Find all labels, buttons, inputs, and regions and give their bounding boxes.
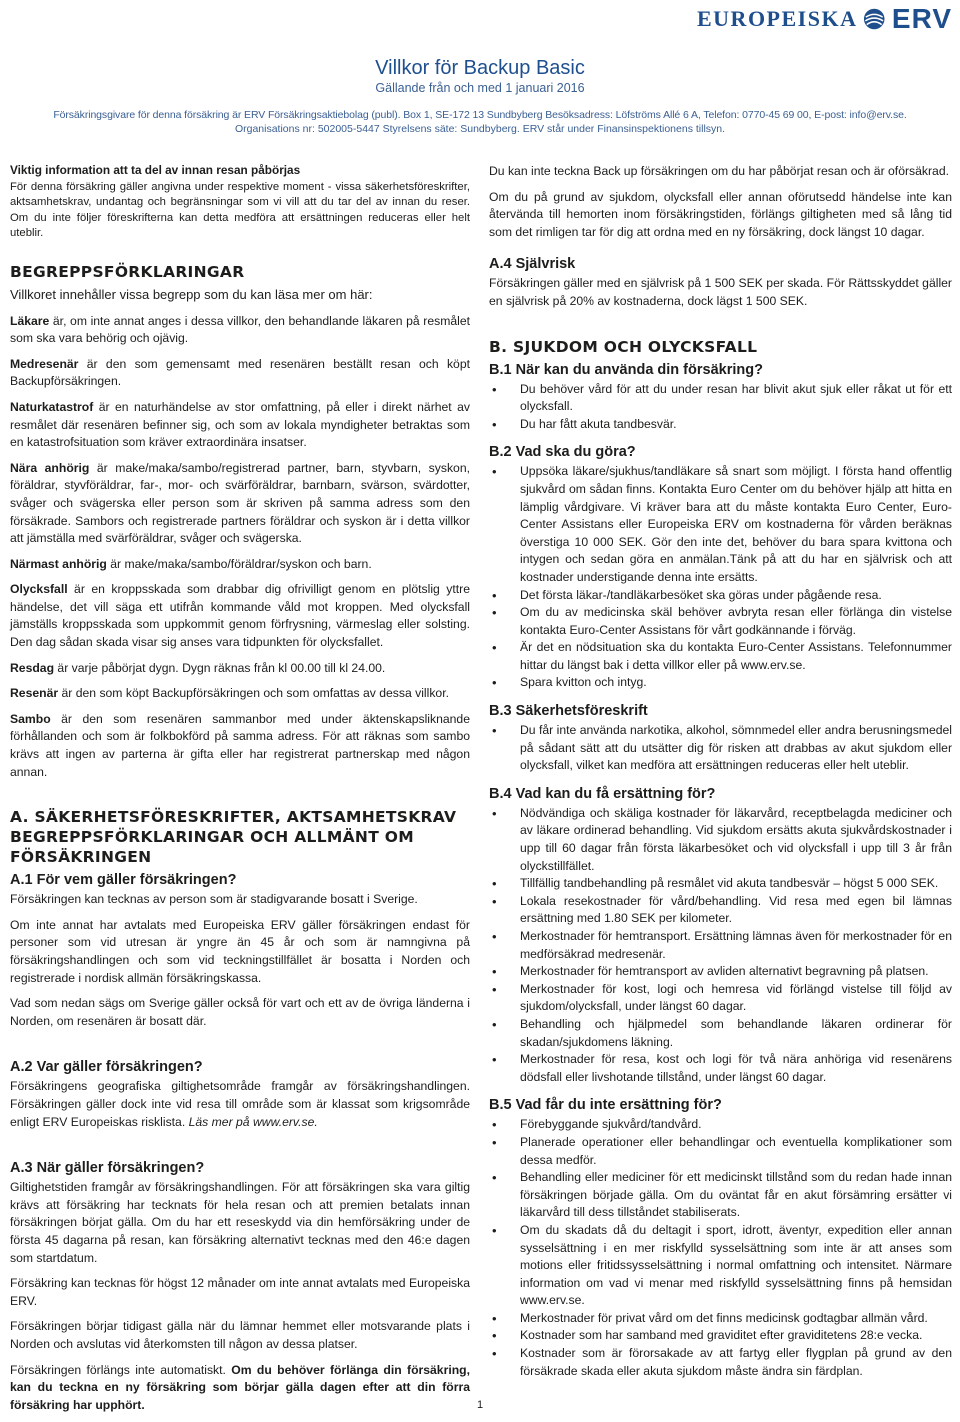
list-item: • Kostnader som har samband med graviditet efter graviditetens 28:e vecka. <box>489 1327 952 1345</box>
b2-title: B.2 Vad ska du göra? <box>489 444 636 461</box>
b3-title: B.3 Säkerhetsföreskrift <box>489 703 648 720</box>
b5-list <box>489 1116 952 1380</box>
logo-wordmark-europeiska: EUROPEISKA <box>697 6 858 31</box>
a3-paragraph: Försäkringen börjar tidigast gälla när du lämnar hemmet eller motsvarande plats i Norden och avslutas vid återkomsten till någon av dessa platser. <box>10 1319 470 1351</box>
list-item: • Merkostnader för kost, logi och hemresa vid förlängd vistelse till följd av sjukdom/olycksfall, under längst 60 dagar. <box>489 981 952 1016</box>
globe-icon <box>863 7 885 31</box>
b1-title: B.1 När kan du använda din försäkring? <box>489 361 763 378</box>
a3-paragraph: Giltighetstiden framgår av försäkringshandlingen. För att försäkringen ska vara giltig krävs att försäkring har tecknats för hela resan och att premien betalats innan försäkringen börjat gälla. Om du har ett reseskydd via din hemförsäkring under de första 45 dagarna på resan, kan försäkring alternativt tecknas med den 46:e dagen som startdatum. <box>10 1180 470 1265</box>
list-item: • Uppsöka läkare/sjukhus/tandläkare så snart som möjligt. I första hand offentlig sjukvård om sådan finns. Kontakta Euro Center om du behöver hjälp att hitta en lämplig vårdgivare. Vi kräver bara att du måste kontakta Euro Center, Euro-Center Assistans eller Europeiska ERV om kostnaderna för vården beräknas överstiga 10 000 SEK. Gör den inte det, behöver du bara spara kvittona och intygen och sedan göra en anmälan.Tänk på att du har en självrisk och att kostnader understigande denna inte ersätts. <box>489 463 952 586</box>
a1-paragraph: Om inte annat har avtalats med Europeiska ERV gäller försäkringen endast för personer som vid utresan är yngre än 45 år och som är namngivna på försäkringshandlingen och som vid teckningstillfället är bosatta i Norden och registrerade i nordisk allmän försäkringskassa. <box>10 917 470 985</box>
list-item: • Spara kvitton och intyg. <box>489 674 952 692</box>
important-info-body: För denna försäkring gäller angivna under respektive moment - vissa säkerhetsföreskrifter, aktsamhetskrav, undantag och begränsningar som vi vill att du tar del av innan du reser. Om du inte följer föreskrifterna kan detta medföra att ersättningen reduceras eller helt uteblir. <box>10 180 470 240</box>
definitions-intro: Villkoret innehåller vissa begrepp som du kan läsa mer om här: <box>10 286 373 302</box>
section-b-heading: B. SJUKDOM OCH OLYCKSFALL <box>489 337 758 356</box>
definition-item: Resenär är den som köpt Backupförsäkringen och som omfattas av dessa villkor. <box>10 686 449 701</box>
list-item: • Merkostnader för hemtransport. Ersättning lämnas även för merkostnader för en medförsäkrad medresenär. <box>489 928 952 963</box>
a3-title: A.3 När gäller försäkringen? <box>10 1160 205 1177</box>
definition-item: Nära anhörig är make/maka/sambo/registrerad partner, barn, styvbarn, syskon, föräldrar, styvföräldrar, far-, mor- och svärföräldrar, barnbarn, svärson, svärdotter, svåger och svägerska eller person som är skriven på samma adress som den försäkrade. Sambors och registrerade partners föräldrar och syskon är i detta villkor att jämställa med svärföräldrar, svåger och svägerska. <box>10 460 470 546</box>
list-item: • Om du av medicinska skäl behöver avbryta resan eller förlänga din vistelse kontakta Euro-Center Assistans för vårt godkännande i förväg. <box>489 604 952 639</box>
list-item: • Merkostnader för resa, kost och logi för två nära anhöriga vid resenärens dödsfall eller livshotande tillstånd, under längst 60 dagar. <box>489 1051 952 1086</box>
a1-paragraph: Vad som nedan sägs om Sverige gäller också för vart och ett av de övriga länderna i Norden, om resenären är bosatt där. <box>10 996 470 1028</box>
insurer-info-line1: Försäkringsgivare för denna försäkring är ERV Försäkringsaktiebolag (publ). Box 1, SE-172 13 Sundbyberg Besöksadress: Löfströms Allé 6 A, Telefon: 0770-45 69 00, E-post: info@erv.se. <box>53 109 907 121</box>
a3-continuation-paragraph: Om du på grund av sjukdom, olycksfall eller annan oförutsedd händelse inte kan återvända till hemorten inom försäkringstiden, förlängs giltigheten med så lång tid som det rimligen tar för dig att ordna med en ny försäkring, dock längst 10 dagar. <box>489 189 952 239</box>
a4-paragraph: Försäkringen gäller med en självrisk på 1 500 SEK per skada. För Rättsskyddet gäller en självrisk på 20% av kostnaderna, dock lägst 1 500 SEK. <box>489 276 952 308</box>
list-item: • Behandling eller mediciner för ett medicinskt tillstånd som du redan hade innan försäkringen började gälla. Om du oväntat får en akut försämring ersätter vi läkarvård till dess tillståndet stabiliserats. <box>489 1169 952 1222</box>
a1-paragraph: Försäkringen kan tecknas av person som är stadigvarande bosatt i Sverige. <box>10 892 418 907</box>
document-title: Villkor för Backup Basic <box>375 57 585 79</box>
b2-list <box>489 463 952 692</box>
list-item: • Tillfällig tandbehandling på resmålet vid akuta tandbesvär – högst 5 000 SEK. <box>489 875 952 893</box>
list-item: • Planerade operationer eller behandlingar och eventuella komplikationer som dessa medför. <box>489 1134 952 1169</box>
page-number: 1 <box>476 1399 484 1411</box>
section-a-heading: A. SÄKERHETSFÖRESKRIFTER, AKTSAMHETSKRAV BEGREPPSFÖRKLARINGAR OCH ALLMÄNT OM FÖRSÄKRINGEN <box>10 808 457 867</box>
important-info-title: Viktig information att ta del av innan resan påbörjas <box>10 163 301 177</box>
definition-item: Naturkatastrof är en naturhändelse av stor omfattning, på eller i direkt närhet av resmålet där resenären befinner sig, och som av lokala myndigheter betraktas som en katastrofsituation som kräver extraordinära insatser. <box>10 399 470 450</box>
definition-item: Närmast anhörig är make/maka/sambo/föräldrar/syskon och barn. <box>10 556 372 571</box>
logo-wordmark-erv: ERV <box>891 3 952 34</box>
erv-website-link[interactable]: Läs mer på www.erv.se. <box>188 1114 318 1129</box>
left-column <box>10 163 470 1422</box>
insurer-info-line2: Organisations nr: 502005-5447 Styrelsens säte: Sundbyberg. ERV står under Finansinspektionens tillsyn. <box>234 123 726 135</box>
list-item: • Du behöver vård för att du under resan har blivit akut sjuk eller råkat ut för ett olycksfall. <box>489 381 952 416</box>
a3-paragraph: Försäkringen förlängs inte automatiskt. Om du behöver förlänga din försäkring, kan du teckna en ny försäkring som börjar gälla dagen efter att din förra försäkring har upphört. <box>10 1362 470 1412</box>
a3-continuation-paragraph: Du kan inte teckna Back up försäkringen om du har påbörjat resan och är oförsäkrad. <box>489 164 949 178</box>
list-item: • Lokala resekostnader för vård/behandling. Vid resa med egen bil lämnas ersättning med 1.80 SEK per kilometer. <box>489 893 952 928</box>
list-item: • Merkostnader för hemtransport av avliden alternativt begravning på platsen. <box>489 963 952 981</box>
b1-list <box>489 381 952 434</box>
b3-list <box>489 722 952 775</box>
list-item: • Förebyggande sjukvård/tandvård. <box>489 1116 952 1134</box>
list-item: • Du får inte använda narkotika, alkohol, sömnmedel eller andra berusningsmedel på sådant sätt att du utsätter dig för risken att drabbas av akut sjukdom eller olycksfall, vilket kan medföra att ersättningen reduceras eller helt uteblir. <box>489 722 952 775</box>
b4-title: B.4 Vad kan du få ersättning för? <box>489 785 716 802</box>
list-item: • Du har fått akuta tandbesvär. <box>489 416 952 434</box>
a4-title: A.4 Självrisk <box>489 256 576 273</box>
a2-paragraph: Försäkringens geografiska giltighetsområde framgår av försäkringshandlingen. Försäkringen gäller dock inte vid resa till område som är klassat som krigsområde enligt ERV Europeiskas risklista. Läs mer på www.erv.se. <box>10 1079 470 1129</box>
a2-title: A.2 Var gäller försäkringen? <box>10 1059 203 1076</box>
document-subtitle: Gällande från och med 1 januari 2016 <box>375 81 585 95</box>
definition-item: Läkare är, om inte annat anges i dessa villkor, den behandlande läkaren på resmålet som ska vara behörig och ojävig. <box>10 313 470 346</box>
list-item: • Kostnader som är förorsakade av att fartyg eller flygplan på grund av den försäkrade skada eller akuta sjukdom måste ändra sin färdplan. <box>489 1345 952 1380</box>
definition-item: Resdag är varje påbörjat dygn. Dygn räknas från kl 00.00 till kl 24.00. <box>10 660 386 675</box>
list-item: • Det första läkar-/tandläkarbesöket ska göras under pågående resa. <box>489 587 952 605</box>
a3-paragraph: Försäkring kan tecknas för högst 12 månader om inte annat avtalats med Europeiska ERV. <box>10 1276 470 1308</box>
definition-item: Olycksfall är en kroppsskada som drabbar dig ofrivilligt genom en plötslig yttre händelse, det vill säga ett utifrån kommande våld mot kroppen. Med olycksfall jämställs kroppsskada som uppkommit genom förfrysning, värmeslag eller solsting. Den dag sådan skada visar sig anses vara tidpunkten för olycksfallet. <box>10 582 470 650</box>
definitions-heading: BEGREPPSFÖRKLARINGAR <box>10 262 245 281</box>
list-item: • Är det en nödsituation ska du kontakta Euro-Center Assistans. Telefonnummer hittar du längst bak i detta villkor eller på www.erv.se. <box>489 639 952 674</box>
document-header <box>0 56 960 137</box>
list-item: • Behandling och hjälpmedel som behandlande läkaren ordinerar för skadan/sjukdomens läkning. <box>489 1016 952 1051</box>
definition-item: Medresenär är den som gemensamt med resenären beställt resan och köpt Backupförsäkringen. <box>10 356 470 389</box>
a1-title: A.1 För vem gäller försäkringen? <box>10 872 237 889</box>
b5-title: B.5 Vad får du inte ersättning för? <box>489 1097 722 1114</box>
list-item: • Nödvändiga och skäliga kostnader för läkarvård, receptbelagda mediciner och av läkare ordinerad behandling. Vid sjukdom ersätts akuta sjukvårdskostnader i upp till 60 dagar från första läkarbesöket och vid olycksfall i upp till 3 år från olyckstillfället. <box>489 805 952 875</box>
b4-list <box>489 805 952 1087</box>
list-item: • Om du skadats då du deltagit i sport, idrott, äventyr, expedition eller annan sysselsättning i en mer riskfylld sysselsättning som inte är att anses som motions eller fritidssysselsättning i normal omfattning och intensitet. Närmare information om vad vi menar med riskfylld sysselsättning finns på hemsidan www.erv.se. <box>489 1222 952 1310</box>
europeiska-erv-logo <box>697 2 952 36</box>
definition-item: Sambo är den som resenären sammanbor med under äktenskapsliknande förhållanden och som är folkbokförd på samma adress. För att räknas som sambo krävs att ingen av parterna är gifta eller har registrerat partnerskap med någon annan. <box>10 711 470 779</box>
list-item: • Merkostnader för privat vård om det finns medicinsk godtagbar allmän vård. <box>489 1310 952 1328</box>
right-column <box>489 163 952 1388</box>
important-info-box <box>10 163 470 242</box>
